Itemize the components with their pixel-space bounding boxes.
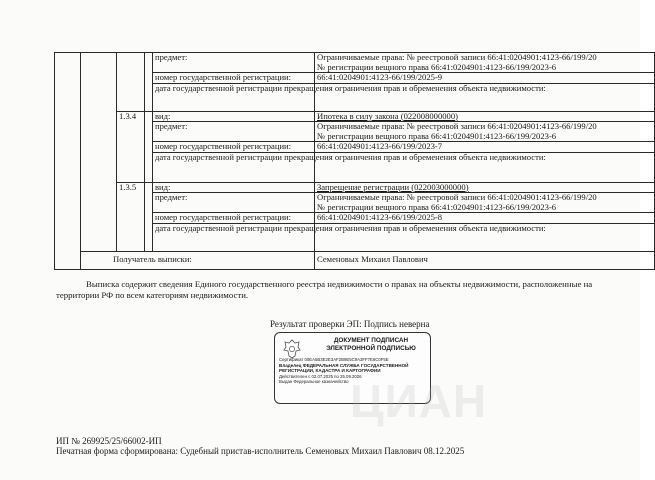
extract-note-line2: территории РФ по всем категориям недвижимости.	[56, 290, 249, 300]
extract-note	[56, 279, 646, 301]
subject-label: предмет:	[153, 53, 315, 73]
reg-number-label: номер государственной регистрации:	[153, 142, 315, 153]
reg-number-label: номер государственной регистрации:	[153, 213, 315, 224]
issuer-line: Выдан Федеральное казначейство	[279, 379, 349, 385]
type-value: Ипотека в силу закона (022008000000)	[315, 111, 655, 122]
table-row	[55, 182, 655, 193]
col-empty-1	[55, 53, 81, 270]
termination-date-label: дата государственной регистрации прекращения ограничения прав и обременения объекта недвижимости:	[153, 83, 315, 111]
termination-date-label: дата государственной регистрации прекращения ограничения прав и обременения объекта недвижимости:	[153, 223, 315, 251]
subject-label: предмет:	[153, 122, 315, 142]
subject-value: Ограничиваемые права: № реестровой записи 66:41:0204901:4123-66/199/20 № регистрации вещного права 66:41:0204901:4123-66/199/2023-6	[315, 193, 655, 213]
reg-number-value: 66:41:0204901:4123-66/199/2025-9	[315, 73, 655, 84]
certificate-line: Сертификат 00EA5B3E2E3AF2B9E5C9A3FF7E6C0F5E	[279, 357, 389, 362]
reg-number-value: 66:41:0204901:4123-66/199/2025-8	[315, 213, 655, 224]
type-label: вид:	[153, 111, 315, 122]
table-row	[55, 111, 655, 122]
record-number-1-3-5: 1.3.5	[117, 182, 145, 251]
watermark: ЦИАН	[350, 375, 488, 427]
record-number-1-3-4: 1.3.4	[117, 111, 145, 182]
signature-verification: Результат проверки ЭП: Подпись неверна	[270, 319, 430, 329]
termination-date-label: дата государственной регистрации прекращения ограничения прав и обременения объекта недвижимости:	[153, 152, 315, 182]
registry-table	[54, 52, 655, 270]
owner-line: Владелец ФЕДЕРАЛЬНАЯ СЛУЖБА ГОСУДАРСТВЕННОЙ	[279, 362, 409, 368]
recipient-label: Получатель выписки:	[81, 251, 315, 269]
enforcement-number: ИП № 269925/25/66002-ИП	[56, 436, 162, 446]
subject-label: предмет:	[153, 193, 315, 213]
owner-line-2: РЕГИСТРАЦИИ, КАДАСТРА И КАРТОГРАФИИ	[279, 368, 381, 374]
table-row	[55, 53, 655, 73]
col-empty-5	[145, 111, 153, 182]
type-value: Запрещение регистрации (022003000000)	[315, 182, 655, 193]
print-form-info: Печатная форма сформирована: Судебный пристав-исполнитель Семеновых Михаил Павлович 08.12.2025	[56, 446, 465, 456]
col-empty-2	[81, 53, 117, 252]
col-empty-4	[145, 53, 153, 112]
subject-value: Ограничиваемые права: № реестровой записи 66:41:0204901:4123-66/199/20 № регистрации вещного права 66:41:0204901:4123-66/199/2023-6	[315, 122, 655, 142]
table-row	[55, 251, 655, 269]
reg-number-label: номер государственной регистрации:	[153, 73, 315, 84]
validity-line: Действителен с 02.07.2025 по 25.09.2026	[279, 373, 362, 379]
stamp-title: ДОКУМЕНТ ПОДПИСАН ЭЛЕКТРОННОЙ ПОДПИСЬЮ	[326, 337, 416, 352]
extract-note-line1: Выписка содержит сведения Единого государственного реестра недвижимости о правах на объекты недвижимости, расположенные на	[86, 279, 593, 289]
reg-number-value: 66:41:0204901:4123-66/199/2023-7	[315, 142, 655, 153]
col-empty-6	[145, 182, 153, 251]
type-label: вид:	[153, 182, 315, 193]
col-empty-3	[117, 53, 145, 112]
subject-value: Ограничиваемые права: № реестровой записи 66:41:0204901:4123-66/199/20 № регистрации вещного права 66:41:0204901:4123-66/199/2023-6	[315, 53, 655, 73]
recipient-value: Семеновых Михаил Павлович	[315, 251, 655, 269]
